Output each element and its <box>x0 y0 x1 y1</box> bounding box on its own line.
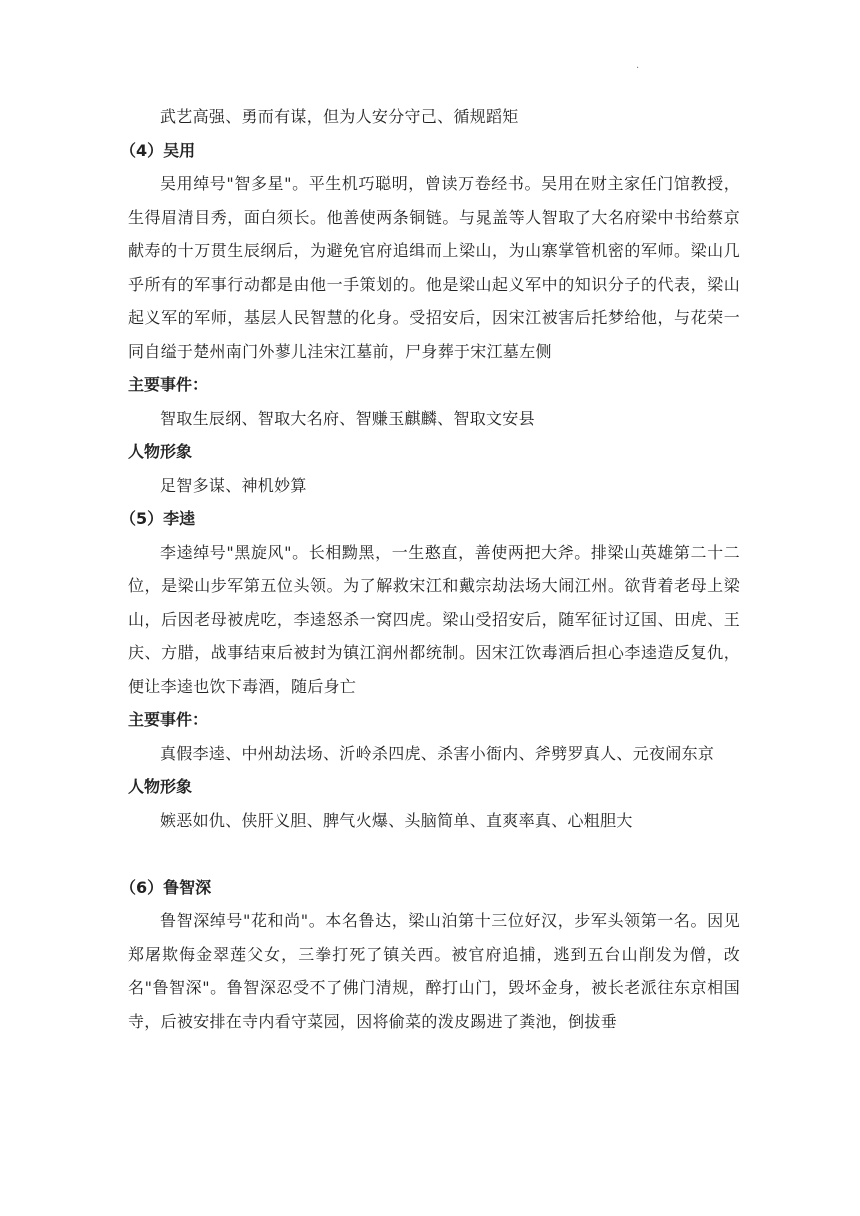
lu-zhishen-heading: （6）鲁智深 <box>120 877 212 897</box>
document-body <box>120 100 740 1038</box>
wu-yong-heading: （4）吴用 <box>120 140 196 160</box>
li-kui-bio: 李逵绰号"黑旋风"。长相黝黑，一生憨直，善使两把大斧。排梁山英雄第二十二位，是梁山步军第五位头领。为了解救宋江和戴宗劫法场大闹江州。欲背着老母上梁山，后因老母被虎吃，李逵怒杀一窝四虎。梁山受招安后，随军征讨辽国、田虎、王庆、方腊，战事结束后被封为镇江润州都统制。因宋江饮毒酒后担心李逵造反复仇，便让李逵也饮下毒酒，随后身亡 <box>128 542 740 696</box>
lu-zhishen-bio: 鲁智深绰号"花和尚"。本名鲁达，梁山泊第十三位好汉，步军头领第一名。因见郑屠欺侮金翠莲父女，三拳打死了镇关西。被官府追捕，逃到五台山削发为僧，改名"鲁智深"。鲁智深忍受不了佛门清规，醉打山门，毁坏金身，被长老派往东京相国寺，后被安排在寺内看守菜园，因将偷菜的泼皮踢进了粪池，倒拔垂 <box>128 911 740 1031</box>
wu-yong-bio: 吴用绰号"智多星"。平生机巧聪明，曾读万卷经书。吴用在财主家任门馆教授，生得眉清目秀，面白须长。他善使两条铜链。与晁盖等人智取了大名府梁中书给蔡京献寿的十万贯生辰纲后，为避免官府追缉而上梁山，为山寨掌管机密的军师。梁山几乎所有的军事行动都是由他一手策划的。他是梁山起义军中的知识分子的代表，梁山起义军的军师，基层人民智慧的化身。受招安后，因宋江被害后托梦给他，与花荣一同自缢于楚州南门外蓼儿洼宋江墓前，尸身葬于宋江墓左侧 <box>128 174 740 361</box>
wu-yong-image-label: 人物形象 <box>128 442 193 461</box>
page-mark: . <box>636 60 640 71</box>
li-kui-heading: （5）李逵 <box>120 509 196 528</box>
li-kui-events: 真假李逵、中州劫法场、沂岭杀四虎、杀害小衙内、斧劈罗真人、元夜闹东京 <box>160 743 715 763</box>
wu-yong-events-label: 主要事件： <box>128 375 209 394</box>
li-kui-image-label: 人物形象 <box>128 777 193 796</box>
wu-yong-events: 智取生辰纲、智取大名府、智赚玉麒麟、智取文安县 <box>160 408 535 428</box>
wu-yong-image: 足智多谋、神机妙算 <box>160 475 307 495</box>
li-kui-image: 嫉恶如仇、侠肝义胆、脾气火爆、头脑简单、直爽率真、心粗胆大 <box>160 810 633 830</box>
section-spacer <box>128 837 740 871</box>
li-kui-events-label: 主要事件： <box>128 710 209 729</box>
song-trait-text: 武艺高强、勇而有谋，但为人安分守己、循规蹈矩 <box>160 107 519 126</box>
